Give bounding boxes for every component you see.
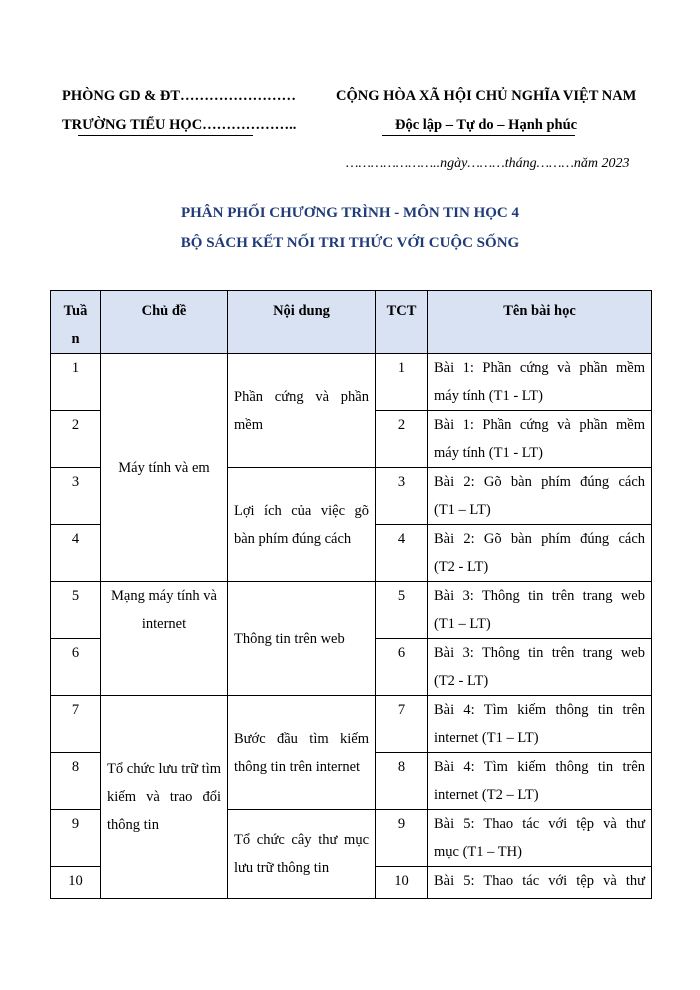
curriculum-table xyxy=(50,290,652,899)
lesson-name-cell xyxy=(428,696,652,753)
week-cell: 7 xyxy=(51,696,101,753)
lesson-name-cell xyxy=(428,639,652,696)
week-cell: 9 xyxy=(51,810,101,867)
lesson-line: Bài 2: Gõ bàn phím đúng cách xyxy=(434,531,645,547)
week-cell: 5 xyxy=(51,582,101,639)
lesson-name-cell xyxy=(428,810,652,867)
lesson-line: Bài 4: Tìm kiếm thông tin trên xyxy=(434,702,645,718)
lesson-name-cell xyxy=(428,411,652,468)
header-content: Nội dung xyxy=(228,291,376,354)
lesson-line: (T2 - LT) xyxy=(434,559,489,575)
lesson-line: internet (T2 – LT) xyxy=(434,787,539,803)
date-line: …………………..ngày………tháng………năm 2023 xyxy=(346,156,630,171)
lesson-name-cell xyxy=(428,867,652,899)
table-row xyxy=(51,582,652,639)
header-week-line1: Tuầ xyxy=(63,303,88,319)
motto-underline xyxy=(382,135,575,136)
week-cell: 1 xyxy=(51,354,101,411)
lesson-number-cell: 7 xyxy=(376,696,428,753)
lesson-name-cell xyxy=(428,753,652,810)
lesson-name-cell xyxy=(428,354,652,411)
lesson-number-cell: 10 xyxy=(376,867,428,899)
lesson-line: Bài 1: Phần cứng và phần mềm xyxy=(434,417,645,433)
lesson-number-cell: 9 xyxy=(376,810,428,867)
document-title: PHÂN PHỐI CHƯƠNG TRÌNH - MÔN TIN HỌC 4 xyxy=(180,205,520,221)
lesson-number-cell: 1 xyxy=(376,354,428,411)
content-cell: Bước đầu tìm kiếm thông tin trên internet xyxy=(228,696,376,810)
topic-cell: Máy tính và em xyxy=(101,354,228,582)
school-underline xyxy=(78,135,253,136)
content-cell: Phần cứng và phần mềm xyxy=(228,354,376,468)
topic-cell: Tổ chức lưu trữ tìm kiếm và trao đổi thông tin xyxy=(101,696,228,899)
content-cell: Lợi ích của việc gõ bàn phím đúng cách xyxy=(228,468,376,582)
header-week-line2: n xyxy=(71,331,80,347)
table-row xyxy=(51,696,652,753)
lesson-line: mục (T1 – TH) xyxy=(434,844,522,860)
table-header-row xyxy=(51,291,652,354)
lesson-line: Bài 5: Thao tác với tệp và thư xyxy=(434,873,645,889)
week-cell: 6 xyxy=(51,639,101,696)
national-motto: Độc lập – Tự do – Hạnh phúc xyxy=(395,117,578,133)
header-lesson-name: Tên bài học xyxy=(428,291,652,354)
lesson-number-cell: 3 xyxy=(376,468,428,525)
lesson-line: Bài 5: Thao tác với tệp và thư xyxy=(434,816,645,832)
lesson-line: Bài 2: Gõ bàn phím đúng cách xyxy=(434,474,645,490)
department-label: PHÒNG GD & ĐT…………………… xyxy=(62,88,297,104)
lesson-line: Bài 3: Thông tin trên trang web xyxy=(434,645,645,661)
document-subtitle: BỘ SÁCH KẾT NỐI TRI THỨC VỚI CUỘC SỐNG xyxy=(180,235,520,251)
lesson-line: Bài 4: Tìm kiếm thông tin trên xyxy=(434,759,645,775)
lesson-line: Bài 3: Thông tin trên trang web xyxy=(434,588,645,604)
week-cell: 2 xyxy=(51,411,101,468)
week-cell: 4 xyxy=(51,525,101,582)
lesson-name-cell xyxy=(428,525,652,582)
topic-cell: Mạng máy tính và internet xyxy=(101,582,228,696)
week-cell: 10 xyxy=(51,867,101,899)
lesson-number-cell: 4 xyxy=(376,525,428,582)
lesson-number-cell: 6 xyxy=(376,639,428,696)
nation-title: CỘNG HÒA XÃ HỘI CHỦ NGHĨA VIỆT NAM xyxy=(336,88,637,104)
lesson-line: (T2 - LT) xyxy=(434,673,489,689)
header-week xyxy=(51,291,101,354)
content-cell: Thông tin trên web xyxy=(228,582,376,696)
lesson-number-cell: 2 xyxy=(376,411,428,468)
table-row xyxy=(51,354,652,411)
lesson-name-cell xyxy=(428,582,652,639)
week-cell: 3 xyxy=(51,468,101,525)
header-topic: Chủ đề xyxy=(101,291,228,354)
lesson-line: máy tính (T1 - LT) xyxy=(434,445,543,461)
content-cell: Tổ chức cây thư mục lưu trữ thông tin xyxy=(228,810,376,899)
lesson-line: (T1 – LT) xyxy=(434,502,491,518)
lesson-number-cell: 8 xyxy=(376,753,428,810)
lesson-line: (T1 – LT) xyxy=(434,616,491,632)
lesson-number-cell: 5 xyxy=(376,582,428,639)
school-label: TRƯỜNG TIỂU HỌC……………….. xyxy=(62,117,297,133)
lesson-line: Bài 1: Phần cứng và phần mềm xyxy=(434,360,645,376)
week-cell: 8 xyxy=(51,753,101,810)
header-lesson-number: TCT xyxy=(376,291,428,354)
lesson-name-cell xyxy=(428,468,652,525)
lesson-line: máy tính (T1 - LT) xyxy=(434,388,543,404)
lesson-line: internet (T1 – LT) xyxy=(434,730,539,746)
